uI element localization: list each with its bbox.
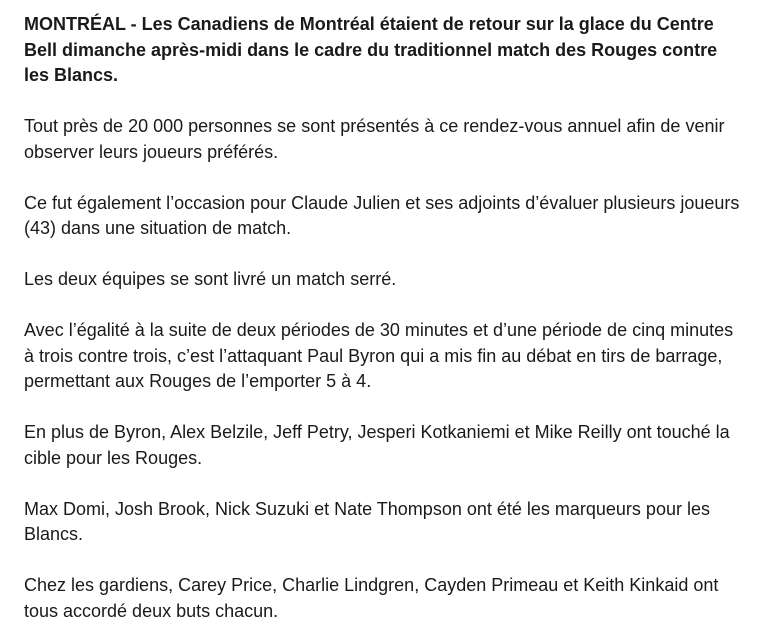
article-paragraph-white-scorers: Max Domi, Josh Brook, Nick Suzuki et Nate Thompson ont été les marqueurs pour les Blancs. [24, 498, 710, 544]
article-paragraph-shootout: Avec l’égalité à la suite de deux périodes de 30 minutes et d’une période de cinq minutes à trois contre trois, c’est l’attaquant Paul Byron qui a mis fin au débat en tirs de barrage, permettant aux Rouges de l’emporter 5 à 4. [24, 320, 734, 391]
article-paragraph-goalies: Chez les gardiens, Carey Price, Charlie Lindgren, Cayden Primeau et Keith Kinkaid ont tous accordé deux buts chacun. [24, 575, 719, 621]
article-paragraph-red-scorers: En plus de Byron, Alex Belzile, Jeff Petry, Jesperi Kotkaniemi et Mike Reilly ont touché la cible pour les Rouges. [24, 422, 730, 468]
article-paragraph-close-match: Les deux équipes se sont livré un match serré. [24, 269, 397, 289]
article-lead: MONTRÉAL - Les Canadiens de Montréal étaient de retour sur la glace du Centre Bell dimanche après-midi dans le cadre du traditionnel match des Rouges contre les Blancs. [24, 14, 718, 85]
article-paragraph-attendance: Tout près de 20 000 personnes se sont présentés à ce rendez-vous annuel afin de venir observer leurs joueurs préférés. [24, 116, 725, 162]
article-paragraph-evaluation: Ce fut également l’occasion pour Claude Julien et ses adjoints d’évaluer plusieurs joueurs (43) dans une situation de match. [24, 192, 740, 238]
